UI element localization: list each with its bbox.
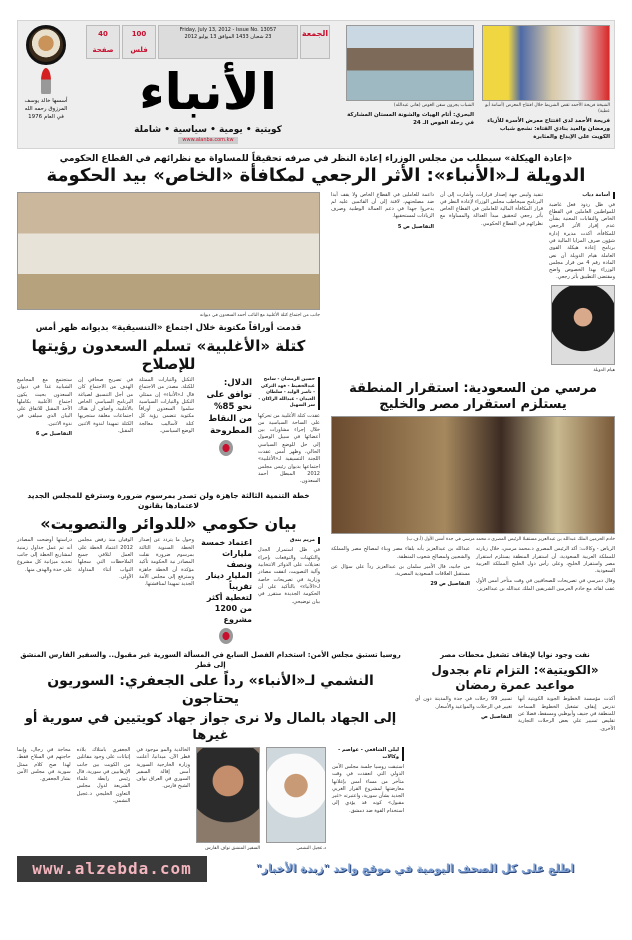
lead-body-3: داعمة للعاملين في القطاع الخاص ولا يقف أبدا ضد مصلحتهم، لافتة إلى أن القائمين عليه لم يدخروا جهدا في دعم العمالة الوطنية وصرف الزيادات لمستحقيها. bbox=[331, 191, 434, 220]
photo-caption: د.عجيل النشمي bbox=[296, 845, 326, 851]
kuwaiti-headline[interactable]: «الكويتية»: التزام تام بجدول مواعيد عمرة رمضان bbox=[431, 663, 599, 693]
fire-icon bbox=[219, 628, 233, 644]
bottom-row bbox=[17, 650, 615, 852]
story3-kicker: خطة التنمية الثالثة جاهزة ولن تصدر بمرسوم ضرورة وسترفع للمجلس الجديد لاعتمادها بقانون bbox=[27, 491, 310, 511]
flame-pen-emblem bbox=[41, 68, 51, 94]
founder-block bbox=[22, 25, 70, 121]
masthead-center bbox=[78, 25, 338, 144]
teaser-exhibition[interactable]: فريحة الأحمد لدى افتتاح معرض الأسرة للأزياء ورمضان والعيد بنادي الفتاة: نشجع شباب الكويت على الإبداع والمثابرة bbox=[487, 118, 610, 140]
fire-icon bbox=[219, 440, 233, 456]
website-link[interactable]: www.alanba.com.kw bbox=[178, 137, 237, 144]
lead-column-2 bbox=[440, 192, 543, 228]
story2-byline: حسين الرمضان - سامح عبدالحفيظ - فهد التركي - ناصر الوليد - سلطان العبدان - عبدالله الراكان - سر السهيل bbox=[258, 377, 320, 410]
fares-photo-block bbox=[196, 747, 260, 852]
syria-body-2: الخالدية والمو موجود في قطر الآن. ميدانيا، أعلنت وزارة الخارجية السورية أمس إقالة السفير السوري في العراق نواف الشيخ فارس. bbox=[136, 746, 190, 790]
story2-column-1 bbox=[258, 377, 320, 485]
issue-date-ar: 23 شعبان 1433 الموافق 13 يوليو 2012 bbox=[184, 34, 272, 40]
lead-headline[interactable]: الدويلة لـ«الأنباء»: الأثر الرجعي لمكافأة «الخاص» بيد الحكومة bbox=[46, 165, 586, 186]
right-column bbox=[331, 192, 615, 594]
story2-columns bbox=[17, 377, 320, 485]
issue-bar bbox=[86, 25, 330, 59]
price: 100 فلس bbox=[122, 25, 156, 59]
teaser-exhibition-block bbox=[482, 25, 610, 141]
syria-column-1 bbox=[332, 747, 404, 815]
story2-kicker: قدمت أوراقاً مكتوبة خلال اجتماع «التنسيقية» بديوانه ظهر أمس bbox=[35, 322, 302, 333]
syria-kicker: روسيا تستبق مجلس الأمن: استخدام الفصل السابع في المسألة السورية غير مقبول.. والسفير الفارس المنشق إلى قطر bbox=[20, 651, 401, 670]
story3-pull-quote: اعتماد خمسة مليارات ونصف المليار دينار تقريباً لتغطية أكثر من 1200 مشروع bbox=[201, 538, 252, 625]
photo-caption: الشباب يجرون سفن الغوص (هاني عبدالله) bbox=[393, 103, 474, 108]
story2-column-5 bbox=[17, 377, 72, 438]
story3-columns bbox=[17, 537, 320, 644]
promo-text[interactable]: اطلع على كل الصحف اليومية في موقع واحد "زبدة الأخبار" bbox=[255, 861, 575, 875]
issue-date-en: Friday, July 13, 2012 - Issue No. 13057 bbox=[179, 27, 277, 33]
left-column bbox=[17, 192, 320, 645]
hiyam-photo bbox=[551, 285, 615, 365]
syria-columns bbox=[17, 747, 404, 852]
story2-body-1: عقدت كتلة الأغلبية من تحركها على الساحة السياسية من خلال إجراء مشاورات بين أعضائها في سبيل الوصول إلى حل للوضع السياسي الحالي، وظهر أمس عقدت اللجنة التنسيقية لـ«الأغلبية» اجتماعها بديوان رئيس مجلس 2012 المبطل أحمد السعدون. bbox=[258, 412, 320, 485]
story2-headline[interactable]: كتلة «الأغلبية» تسلم السعدون رؤيتها للإصلاح bbox=[31, 336, 306, 374]
fares-photo bbox=[196, 747, 260, 843]
kuwaiti-more-link[interactable]: التفاصيل ص bbox=[481, 714, 512, 721]
photo-caption: جانب من اجتماع كتلة الأغلبية مع النائب أحمد السعدون في ديوانه bbox=[199, 312, 320, 318]
diving-boat-photo bbox=[346, 25, 474, 101]
lead-column-1 bbox=[549, 192, 615, 374]
morsi-more-link[interactable]: التفاصيل ص 29 bbox=[430, 581, 470, 588]
lead-body-2: تنفيذ وليس جهة إصدار قرارات، وأشارت إلى أن البرنامج سيخاطب مجلس الوزراء لإعادة النظر في قرار المكافأة المالية للعاملين في القطاع الخاص بأثر رجعي لتحقيق مبدأ العدالة والمساواة مع نظرائهم في القطاع الحكومي. bbox=[440, 191, 543, 227]
kuwaiti-columns bbox=[415, 696, 615, 732]
exhibition-photo bbox=[482, 25, 610, 101]
founder-note: أسسها خالد يوسف المرزوق رحمه الله في العام 1976 bbox=[24, 98, 68, 120]
newspaper-logo: الأنباء bbox=[139, 63, 277, 121]
weekday: الجمعة bbox=[300, 25, 330, 59]
morsi-column-2 bbox=[331, 546, 470, 588]
story3-column-1 bbox=[258, 537, 320, 605]
syria-headline-line2[interactable]: إلى الجهاد بالمال ولا نرى جواز جهاد كويتيين في سورية أو غيرها bbox=[24, 711, 397, 743]
syria-byline: ليلى الشافعي - عواصم - وكالات bbox=[332, 747, 404, 761]
lead-column-3 bbox=[331, 192, 434, 231]
morsi-body-1: الرياض - وكالات: أكد الرئيس المصري د.محمد مرسي، خلال زيارته للمملكة العربية السعودية، أن استقرار المنطقة يستلزم استقرار مصر واستقرار الخليج، وعلى رأس دول الخليج المملكة العربية السعودية. bbox=[476, 546, 615, 575]
story2-body-2: التكتل والتيارات الممثلة للكتلة. مصدر من الاجتماع قال لـ«الأنباء» إن ممثلي التكتل والتيارات السياسية سلموا السعدون أوراقاً مكتوبة تتضمن رؤية كل كتلة لأساليب معالجة الوضع السياسي. bbox=[139, 377, 194, 435]
story2-body-3: في تصريح صحافي إن الهدف من الاجتماع كان من أجل التنسيق لصياغة البرنامج السياسي الخاص بالأغلبية. وأضاف أن هناك اجتماعات مغلقة ستجريها الكتلة تمهيدا لندوة الاثنين المقبل. bbox=[78, 377, 133, 435]
main-row bbox=[17, 192, 615, 645]
morsi-column-1 bbox=[476, 546, 615, 593]
story3-body-1: في ظل استمرار الجدل والتكهنات والتوقعات بإجراء تعديلات على الدوائر الانتخابية وآلية التصويت، اتفقت مصادر وزارية في تصريحات خاصة لـ«الأنباء» بالتأكيد على أن الحكومة الجديدة ستقرر في بيان توضيحي. bbox=[258, 547, 320, 605]
photo-caption: خادم الحرمين الملك عبدالله بن عبدالعزيز مستقبلا الرئيس المصري د.محمد مرسي في جدة أمس الأول (أ.ف.ب) bbox=[406, 537, 615, 543]
page-count: 40 صفحة bbox=[86, 25, 120, 59]
teaser-diving[interactable]: البحري: أتام الهيات والشونة المستان المشاركة في رحلة الغوص الـ 24 bbox=[347, 112, 474, 126]
story2-pull-quote: الدلال: توافق على نحو 85% من النقاط المطروحة bbox=[206, 378, 252, 436]
story3-byline: مريم بندق bbox=[258, 537, 320, 544]
photo-caption: السفير المنشق نواف الفارس bbox=[205, 845, 260, 851]
tagline: كويتية • يومية • سياسية • شاملة bbox=[134, 125, 282, 135]
story3-headline[interactable]: بيان حكومي «للدوائر والتصويت» bbox=[40, 514, 297, 534]
majority-meeting-photo bbox=[17, 192, 320, 310]
syria-body-1: استبقت روسيا جلسة مجلس الأمن الدولي التي انعقدت في وقت متأخر من مساء أمس بإعلانها معارضتها لمشروع القرار الغربي الجديد بشأن سورية، واعتبرته «غير مقبول» كونه قد يؤدي إلى استخدام القوة ضد دمشق. bbox=[332, 763, 404, 814]
lead-more-link[interactable]: التفاصيل ص 5 bbox=[397, 223, 434, 230]
photo-caption: هيام الدويلة bbox=[593, 367, 615, 373]
story2-body-4: ستجتمع مع المجاميع الشبابية غدا في ديوان السعدون بحيث يكون اجتماع الأغلبية بكاملها الأحد المقبل للاتفاق على البيان الذي سيلقى في ندوة الاثنين. bbox=[17, 377, 72, 427]
morsi-headline[interactable]: مرسي من السعودية: استقرار المنطقة يستلزم استقرار مصر والخليج bbox=[349, 380, 597, 413]
story3-body-3: الوقيان منذ رفض مجلس 2012 اعتماد الخطة على العمل لتلافي جميع الملاحظات التي سجلها النواب أثناء المداولة الأولى. bbox=[78, 537, 133, 580]
masthead bbox=[17, 20, 615, 149]
photo-caption: الشيخة فريحة الأحمد تقص الشريط خلال افتتاح المعرض (أسامة أبو عطية) bbox=[485, 103, 610, 114]
kuwaiti-story bbox=[415, 650, 615, 732]
issue-date bbox=[158, 25, 298, 59]
story2-more-link[interactable]: التفاصيل ص 6 bbox=[35, 431, 72, 438]
syria-body-4: محاجة في رجال، وإنما حاجتهم في السلاح فقط، لهذا صح كلام ممثل سورية في مجلس الأمن بشار الجعفري. bbox=[16, 746, 71, 783]
kuwaiti-body-1: أكدت مؤسسة الخطوط الجوية الكويتية أنها تدرس إيقاف تشغيل الخطوط السماحة للمنطقة في جنيف وأبوظبي ومسقط، فضلا عن تقليص تسيير علي بعض الرحلات التجارية الأخرى. bbox=[518, 696, 615, 732]
alzebda-link[interactable]: www.alzebda.com bbox=[17, 856, 207, 882]
footer-banner bbox=[17, 856, 615, 885]
nashmi-photo bbox=[266, 747, 326, 843]
lead-body-1: في ظل ردود فعل غاضبة للمواطنين العاملين في القطاع الخاص والنقابات المعنية بشأن عدم إقرار الأثر الرجعي للمكافأة، أكدت مديرة إدارة شؤون صرف المزايا المالية في برنامج إعادة هيكلة القوى العاملة هيام الدويلة أن نص المادة رقم 4 من قرار مجلس الوزراء بهذا الخصوص واضح ومقتضى التطبيق بأثر رجعي. bbox=[549, 201, 616, 281]
syria-body-3: الجعفري بامتلاك بلاده إثباتات على وجود مقاتلين من الكويت بين جانب الإرهابيين في سورية، قال رئيس رابطة علماء الشريعة لدول مجلس التعاون الخليجي د.عجيل النشمي. bbox=[76, 746, 131, 805]
story3-pull-block bbox=[200, 537, 252, 644]
morsi-body-4: من جانبه، قال الأمير سلمان بن عبدالعزيز رداً على سؤال عن مستقبل العلاقات السعودية المصرية. bbox=[331, 563, 470, 578]
syria-headline-line1[interactable]: النشمي لـ«الأنباء» رداً على الجعفري: السوريون يحتاجون bbox=[47, 673, 374, 707]
morsi-body-2: عبدالله بن عبدالعزيز بأنه بلقاء مصر وبناء لمصالح مصر والمملكة والشعبين ولمصالح شعوب المنطقة. bbox=[331, 546, 470, 560]
story3-body-4: دراستها أوضحت المصادر أنه تم عمل جداول زمنية لمشاريع الخطة إلى جانب تحديد ميزانية كل مشروع على حدة والهدف منها. bbox=[17, 537, 72, 573]
founder-portrait bbox=[26, 25, 66, 65]
morsi-king-photo bbox=[331, 416, 615, 534]
lead-kicker: «إعادة الهيكلة» سيطلب من مجلس الوزراء إعادة النظر في صرفه تحقيقاً للمساواة مع نظرائهم في القطاع الحكومي bbox=[59, 154, 573, 164]
kuwaiti-column-2 bbox=[415, 696, 512, 721]
kuwaiti-kicker: نفت وجود نوايا لإيقاف تشغيل محطات مصر bbox=[440, 651, 590, 660]
lead-byline: أسامة دياب bbox=[549, 192, 615, 199]
newspaper-page bbox=[0, 20, 632, 885]
lead-columns bbox=[331, 192, 615, 374]
teaser-diving-block bbox=[346, 25, 474, 127]
story2-pull-block bbox=[200, 377, 252, 456]
morsi-columns bbox=[331, 546, 615, 593]
story3-body-2: وحول ما يتردد عن إصدار الخطة السنوية الثالثة بمرسوم ضرورة نقلت المصادر نية الحكومة تأكيد مؤكدة أن الخطة جاهزة وسترفع إلى مجلس الأمة الجديد تمهيدا لمناقشتها. bbox=[139, 537, 194, 588]
syria-story bbox=[17, 650, 404, 852]
morsi-body-3: وقال دمرسي في تصريحات للصحافيين في وقت متأخر أمس الأول عقب لقائه مع خادم الحرمين الشريفين الملك عبدالله بن عبدالعزيز. bbox=[476, 578, 615, 592]
kuwaiti-body-2: تسيير 99 رحلات في جدة والمدينة دون أي تغيير في الرحلات والمواعيد والأسعار. bbox=[415, 696, 512, 710]
nashmi-photo-block bbox=[266, 747, 326, 852]
